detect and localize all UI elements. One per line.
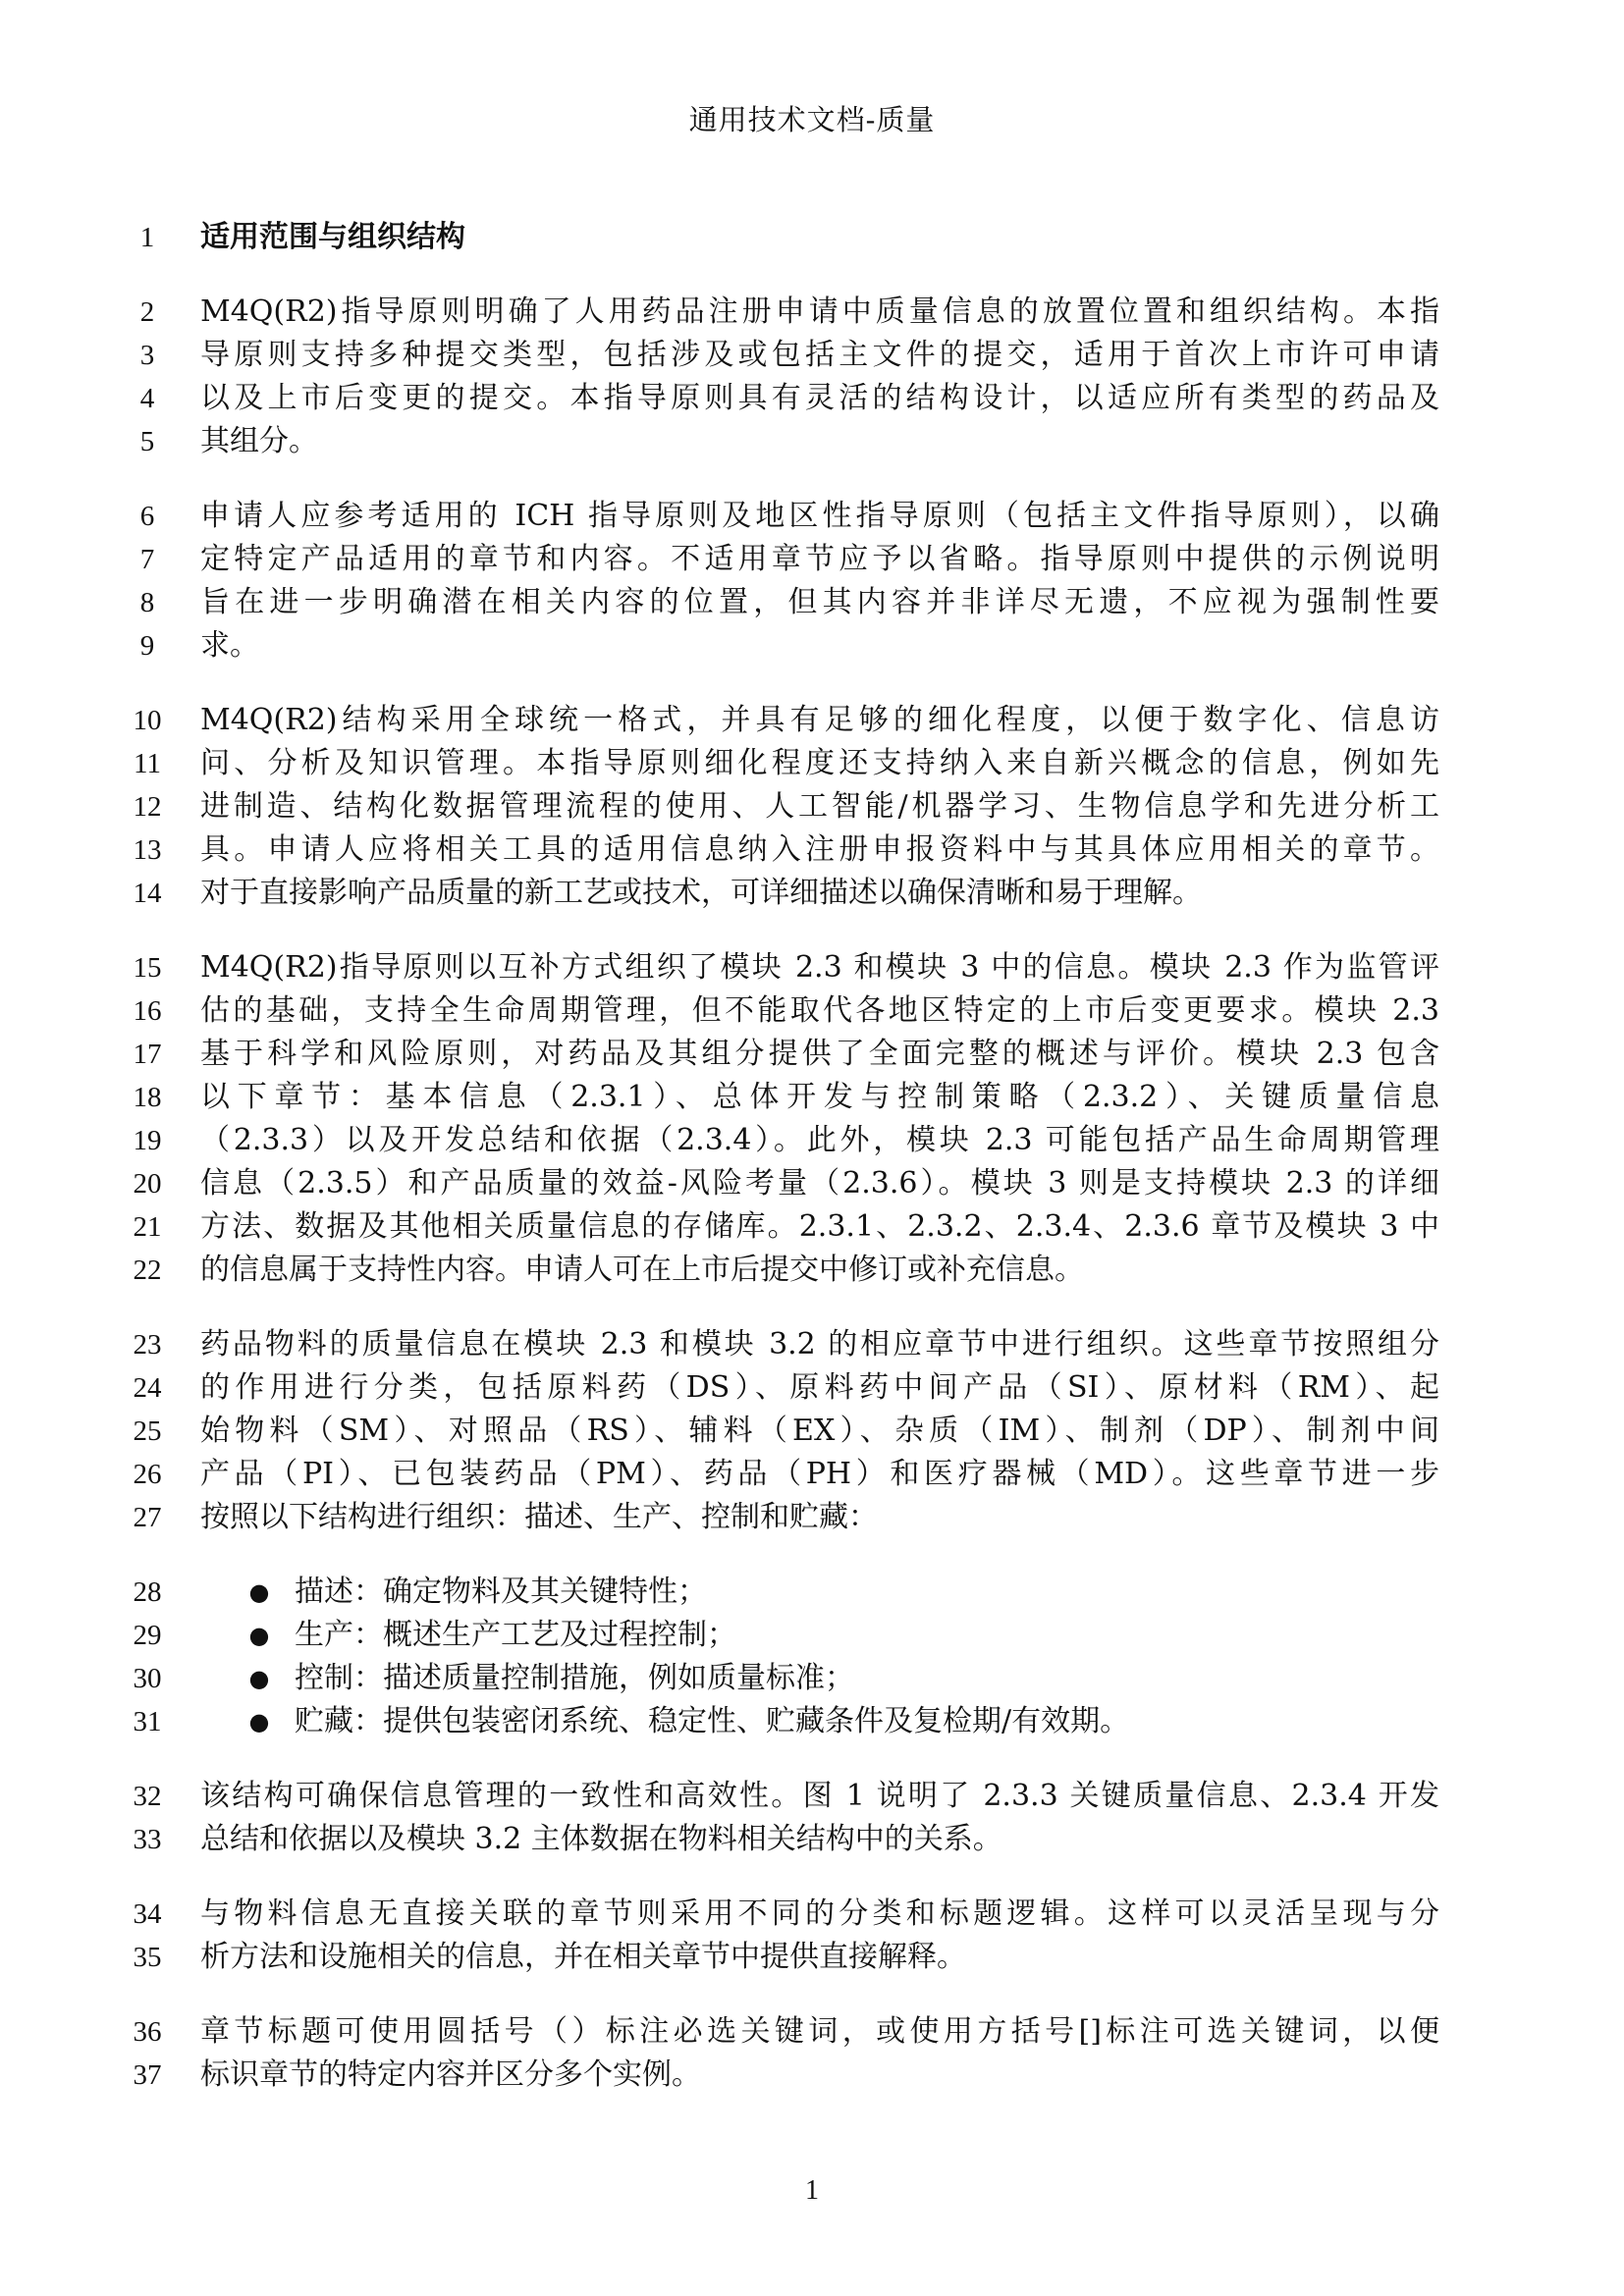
section-title: 适用范围与组织结构	[200, 220, 465, 254]
line-text: 以及上市后变更的提交。本指导原则具有灵活的结构设计，以适应所有类型的药品及	[200, 381, 1439, 415]
text-line	[0, 1249, 1624, 1292]
line-number: 11	[134, 748, 161, 779]
line-text: 基于科学和风险原则，对药品及其组分提供了全面完整的概述与评价。模块 2.3 包含	[200, 1037, 1439, 1071]
line-number: 1	[139, 222, 155, 253]
line-number: 33	[133, 1824, 162, 1855]
line-number: 12	[133, 791, 162, 823]
line-number: 34	[133, 1898, 162, 1930]
bullet-text: 描述：确定物料及其关键特性；	[295, 1575, 707, 1609]
line-number: 13	[133, 834, 162, 866]
line-text: 定特定产品适用的章节和内容。不适用章节应予以省略。指导原则中提供的示例说明	[200, 542, 1439, 576]
line-text: 申请人应参考适用的 ICH 指导原则及地区性指导原则（包括主文件指导原则），以确	[200, 499, 1439, 533]
line-text: 以下章节：基本信息（2.3.1）、总体开发与控制策略（2.3.2）、关键质量信息	[200, 1080, 1439, 1114]
bullet-item	[0, 1657, 1624, 1700]
line-text: 对于直接影响产品质量的新工艺或技术，可详细描述以确保清晰和易于理解。	[200, 876, 1202, 910]
line-number: 31	[133, 1706, 162, 1737]
line-text: 药品物料的质量信息在模块 2.3 和模块 3.2 的相应章节中进行组织。这些章节按照组分	[200, 1327, 1439, 1362]
line-text: 总结和依据以及模块 3.2 主体数据在物料相关结构中的关系。	[200, 1822, 1002, 1856]
line-text: 标识章节的特定内容并区分多个实例。	[200, 2057, 701, 2092]
line-text: 的信息属于支持性内容。申请人可在上市后提交中修订或补充信息。	[200, 1253, 1084, 1287]
line-text: 析方法和设施相关的信息，并在相关章节中提供直接解释。	[200, 1940, 966, 1974]
line-number: 22	[133, 1255, 162, 1286]
line-text: 问、分析及知识管理。本指导原则细化程度还支持纳入来自新兴概念的信息，例如先	[200, 746, 1439, 780]
bullet-icon: ●	[248, 1578, 270, 1606]
line-text: M4Q(R2)指导原则以互补方式组织了模块 2.3 和模块 3 中的信息。模块 2.3 作为监管评	[200, 950, 1439, 985]
line-number: 32	[133, 1781, 162, 1812]
line-number: 35	[133, 1942, 162, 1973]
bullet-icon: ●	[248, 1665, 270, 1692]
line-text: 方法、数据及其他相关质量信息的存储库。2.3.1、2.3.2、2.3.4、2.3.6 章节及模块 3 中	[200, 1209, 1439, 1244]
line-number: 7	[139, 544, 155, 575]
line-number: 21	[133, 1211, 162, 1243]
bullet-text: 控制：描述质量控制措施，例如质量标准；	[295, 1661, 854, 1695]
text-line	[0, 1323, 1624, 1366]
line-text: 的作用进行分类，包括原料药（DS）、原料药中间产品（SI）、原材料（RM）、起	[200, 1370, 1439, 1405]
line-text: M4Q(R2)指导原则明确了人用药品注册申请中质量信息的放置位置和组织结构。本指	[200, 294, 1439, 329]
line-number: 19	[133, 1125, 162, 1156]
text-line	[0, 1453, 1624, 1496]
text-line	[0, 1119, 1624, 1162]
text-line	[0, 1818, 1624, 1861]
line-text: 该结构可确保信息管理的一致性和高效性。图 1 说明了 2.3.3 关键质量信息、2.3.4 开发	[200, 1779, 1439, 1813]
line-text: M4Q(R2)结构采用全球统一格式，并具有足够的细化程度，以便于数字化、信息访	[200, 703, 1439, 737]
line-text: 进制造、结构化数据管理流程的使用、人工智能/机器学习、生物信息学和先进分析工	[200, 789, 1439, 824]
line-number: 28	[133, 1576, 162, 1608]
line-number: 3	[139, 340, 155, 371]
text-line	[0, 1775, 1624, 1818]
text-line	[0, 420, 1624, 463]
bullet-item	[0, 1571, 1624, 1614]
line-text: 导原则支持多种提交类型，包括涉及或包括主文件的提交，适用于首次上市许可申请	[200, 338, 1439, 372]
line-number: 37	[133, 2059, 162, 2091]
bullet-text: 生产：概述生产工艺及过程控制；	[295, 1618, 736, 1652]
text-line	[0, 1893, 1624, 1936]
text-line	[0, 291, 1624, 334]
bullet-text: 贮藏：提供包装密闭系统、稳定性、贮藏条件及复检期/有效期。	[295, 1704, 1130, 1738]
line-text: 估的基础，支持全生命周期管理，但不能取代各地区特定的上市后变更要求。模块 2.3	[200, 993, 1439, 1028]
text-line	[0, 2054, 1624, 2097]
page-number: 1	[805, 2175, 819, 2206]
line-text: 旨在进一步明确潜在相关内容的位置，但其内容并非详尽无遗，不应视为强制性要	[200, 585, 1439, 619]
line-number: 18	[133, 1082, 162, 1113]
text-line	[0, 377, 1624, 420]
line-number: 9	[139, 630, 155, 662]
text-line	[0, 1033, 1624, 1076]
line-text: 其组分。	[200, 424, 318, 458]
line-text: （2.3.3）以及开发总结和依据（2.3.4）。此外，模块 2.3 可能包括产品生命周期管理	[200, 1123, 1439, 1157]
text-line	[0, 1076, 1624, 1119]
page-header: 通用技术文档-质量	[688, 103, 936, 136]
line-number: 29	[133, 1620, 162, 1651]
line-number: 25	[133, 1415, 162, 1447]
line-number: 20	[133, 1168, 162, 1200]
text-line	[0, 538, 1624, 581]
text-line	[0, 742, 1624, 785]
line-text: 始物料（SM）、对照品（RS）、辅料（EX）、杂质（IM）、制剂（DP）、制剂中间	[200, 1414, 1439, 1448]
bullet-icon: ●	[248, 1622, 270, 1649]
line-number: 30	[133, 1663, 162, 1694]
text-line	[0, 624, 1624, 667]
line-text: 与物料信息无直接关联的章节则采用不同的分类和标题逻辑。这样可以灵活呈现与分	[200, 1896, 1439, 1931]
line-text: 产品（PI）、已包装药品（PM）、药品（PH）和医疗器械（MD）。这些章节进一步	[200, 1457, 1439, 1491]
text-line	[0, 1162, 1624, 1205]
section-heading	[0, 216, 1624, 259]
text-line	[0, 989, 1624, 1033]
text-line	[0, 785, 1624, 828]
text-line	[0, 1496, 1624, 1539]
text-line	[0, 828, 1624, 872]
line-number: 2	[139, 296, 155, 328]
text-line	[0, 1936, 1624, 1979]
text-line	[0, 699, 1624, 742]
line-number: 8	[139, 587, 155, 618]
text-line	[0, 581, 1624, 624]
line-number: 4	[139, 383, 155, 414]
line-number: 17	[133, 1039, 162, 1070]
line-number: 24	[133, 1372, 162, 1404]
text-line	[0, 946, 1624, 989]
line-number: 10	[133, 705, 162, 736]
text-line	[0, 1366, 1624, 1410]
line-number: 26	[133, 1459, 162, 1490]
line-number: 27	[133, 1502, 162, 1533]
bullet-item	[0, 1614, 1624, 1657]
line-text: 具。申请人应将相关工具的适用信息纳入注册申报资料中与其具体应用相关的章节。	[200, 832, 1439, 867]
line-number: 15	[133, 952, 162, 984]
text-line	[0, 1410, 1624, 1453]
text-line	[0, 334, 1624, 377]
line-number: 16	[133, 995, 162, 1027]
text-line	[0, 872, 1624, 915]
line-text: 章节标题可使用圆括号（）标注必选关键词，或使用方括号[]标注可选关键词，以便	[200, 2014, 1439, 2049]
bullet-icon: ●	[248, 1708, 270, 1735]
line-text: 信息（2.3.5）和产品质量的效益-风险考量（2.3.6）。模块 3 则是支持模块 2.3 的详细	[200, 1166, 1439, 1201]
line-number: 14	[133, 878, 162, 909]
text-line	[0, 1205, 1624, 1249]
text-line	[0, 495, 1624, 538]
line-text: 按照以下结构进行组织：描述、生产、控制和贮藏：	[200, 1500, 878, 1534]
line-number: 5	[139, 426, 155, 457]
bullet-item	[0, 1700, 1624, 1743]
text-line	[0, 2010, 1624, 2054]
line-text: 求。	[200, 628, 259, 663]
line-number: 23	[133, 1329, 162, 1361]
line-number: 6	[139, 501, 155, 532]
line-number: 36	[133, 2016, 162, 2048]
